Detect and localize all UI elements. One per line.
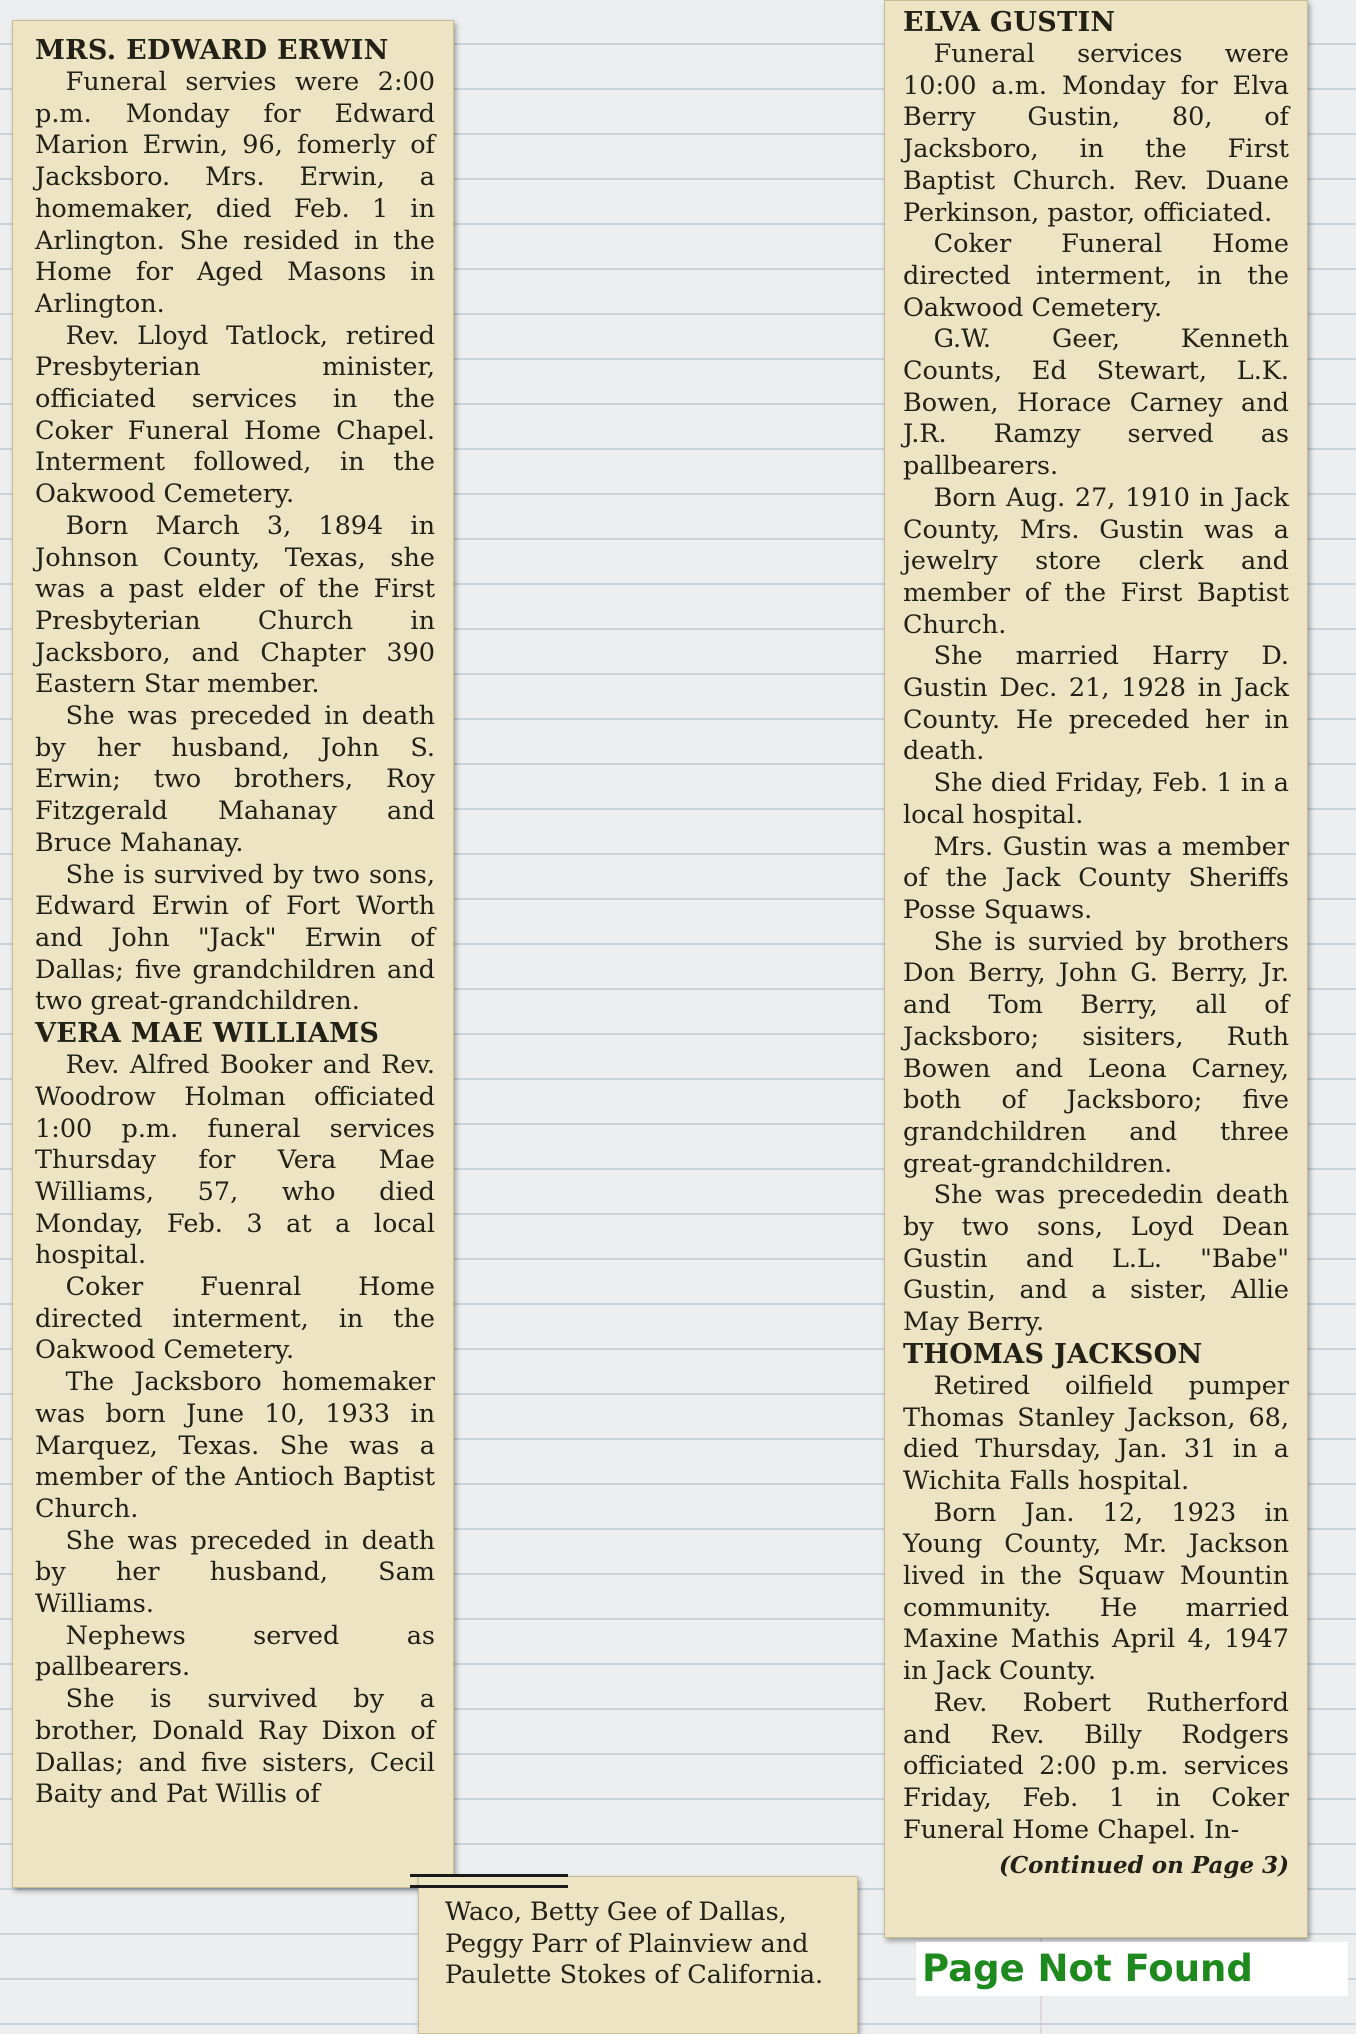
williams-paragraph-3: The Jacksboro homemaker was born June 10, 1933 in Marquez, Texas. She was a member of the Antioch Baptist Church. [35,1367,435,1524]
jackson-paragraph-1: Retired oilfield pumper Thomas Stanley Jackson, 68, died Thursday, Jan. 31 in a Wichita Falls hospital. [903,1370,1289,1496]
obituary-heading-williams: VERA MAE WILLIAMS [35,1018,380,1050]
gustin-paragraph-7: Mrs. Gustin was a member of the Jack County Sheriffs Posse Squaws. [903,831,1289,925]
williams-paragraph-6: She is survived by a brother, Donald Ray Dixon of Dallas; and five sisters, Cecil Baity and Pat Willis of [35,1684,435,1810]
continued-note: (Continued on Page 3) [998,1852,1289,1880]
gustin-paragraph-3: G.W. Geer, Kenneth Counts, Ed Stewart, L.K. Bowen, Horace Carney and J.R. Ramzy served as pallbearers. [903,324,1289,482]
williams-paragraph-5: Nephews served as pallbearers. [35,1620,435,1683]
williams-paragraph-4: She was preceded in death by her husband, Sam Williams. [35,1525,435,1620]
gustin-paragraph-8: She is survied by brothers Don Berry, John G. Berry, Jr. and Tom Berry, all of Jacksboro; sisiters, Ruth Bowen and Leona Carney, both of Jacksboro; five grandchildren and three great-grandchildren. [903,926,1289,1179]
erwin-paragraph-2: Rev. Lloyd Tatlock, retired Presbyterian minister, officiated services in the Coker Funeral Home Chapel. Interment followed, in the Oakwood Cemetery. [35,320,435,510]
gustin-paragraph-6: She died Friday, Feb. 1 in a local hospital. [903,768,1289,830]
gustin-paragraph-2: Coker Funeral Home directed interment, in the Oakwood Cemetery. [903,229,1289,323]
erwin-paragraph-4: She was preceded in death by her husband, John S. Erwin; two brothers, Roy Fitzgerald Mahanay and Bruce Mahanay. [35,701,435,858]
column-rule [410,1874,568,1888]
obituary-heading-gustin: ELVA GUSTIN [903,7,1116,38]
gustin-paragraph-5: She married Harry D. Gustin Dec. 21, 1928 in Jack County. He preceded her in death. [903,641,1289,767]
gustin-paragraph-1: Funeral services were 10:00 a.m. Monday for Elva Berry Gustin, 80, of Jacksboro, in the First Baptist Church. Rev. Duane Perkinson, pastor, officiated. [903,39,1289,228]
page-not-found-label: Page Not Found [916,1942,1348,1996]
erwin-paragraph-5: She is survived by two sons, Edward Erwin of Fort Worth and John "Jack" Erwin of Dallas; five grandchildren and two great-grandchildren. [35,859,435,1017]
gustin-paragraph-9: She was precededin death by two sons, Loyd Dean Gustin and L.L. "Babe" Gustin, and a sister, Allie May Berry. [903,1180,1289,1338]
jackson-paragraph-3: Rev. Robert Rutherford and Rev. Billy Rodgers officiated 2:00 p.m. services Friday, Feb. 1 in Coker Funeral Home Chapel. In- [903,1687,1289,1845]
erwin-paragraph-1: Funeral servies were 2:00 p.m. Monday for Edward Marion Erwin, 96, fomerly of Jacksboro. Mrs. Erwin, a homemaker, died Feb. 1 in Arlington. She resided in the Home for Aged Masons in Arlington. [35,67,435,319]
gustin-paragraph-4: Born Aug. 27, 1910 in Jack County, Mrs. Gustin was a jewelry store clerk and member of the First Baptist Church. [903,482,1289,640]
williams-paragraph-1: Rev. Alfred Booker and Rev. Woodrow Holman officiated 1:00 p.m. funeral services Thursday for Vera Mae Williams, 57, who died Monday, Feb. 3 at a local hospital. [35,1050,435,1271]
williams-continuation-text: Waco, Betty Gee of Dallas, Peggy Parr of Plainview and Paulette Stokes of California. [445,1897,824,1991]
continuation-clipping [418,1876,858,2034]
obituary-heading-erwin: MRS. EDWARD ERWIN [35,35,389,66]
obituary-heading-jackson: THOMAS JACKSON [903,1338,1203,1370]
left-clipping [12,20,454,1888]
williams-paragraph-2: Coker Fuenral Home directed interment, in the Oakwood Cemetery. [35,1272,435,1366]
right-clipping [884,0,1308,1938]
erwin-paragraph-3: Born March 3, 1894 in Johnson County, Texas, she was a past elder of the First Presbyterian Church in Jacksboro, and Chapter 390 Eastern Star member. [35,510,435,700]
jackson-paragraph-2: Born Jan. 12, 1923 in Young County, Mr. Jackson lived in the Squaw Mountin community. He married Maxine Mathis April 4, 1947 in Jack County. [903,1497,1289,1687]
